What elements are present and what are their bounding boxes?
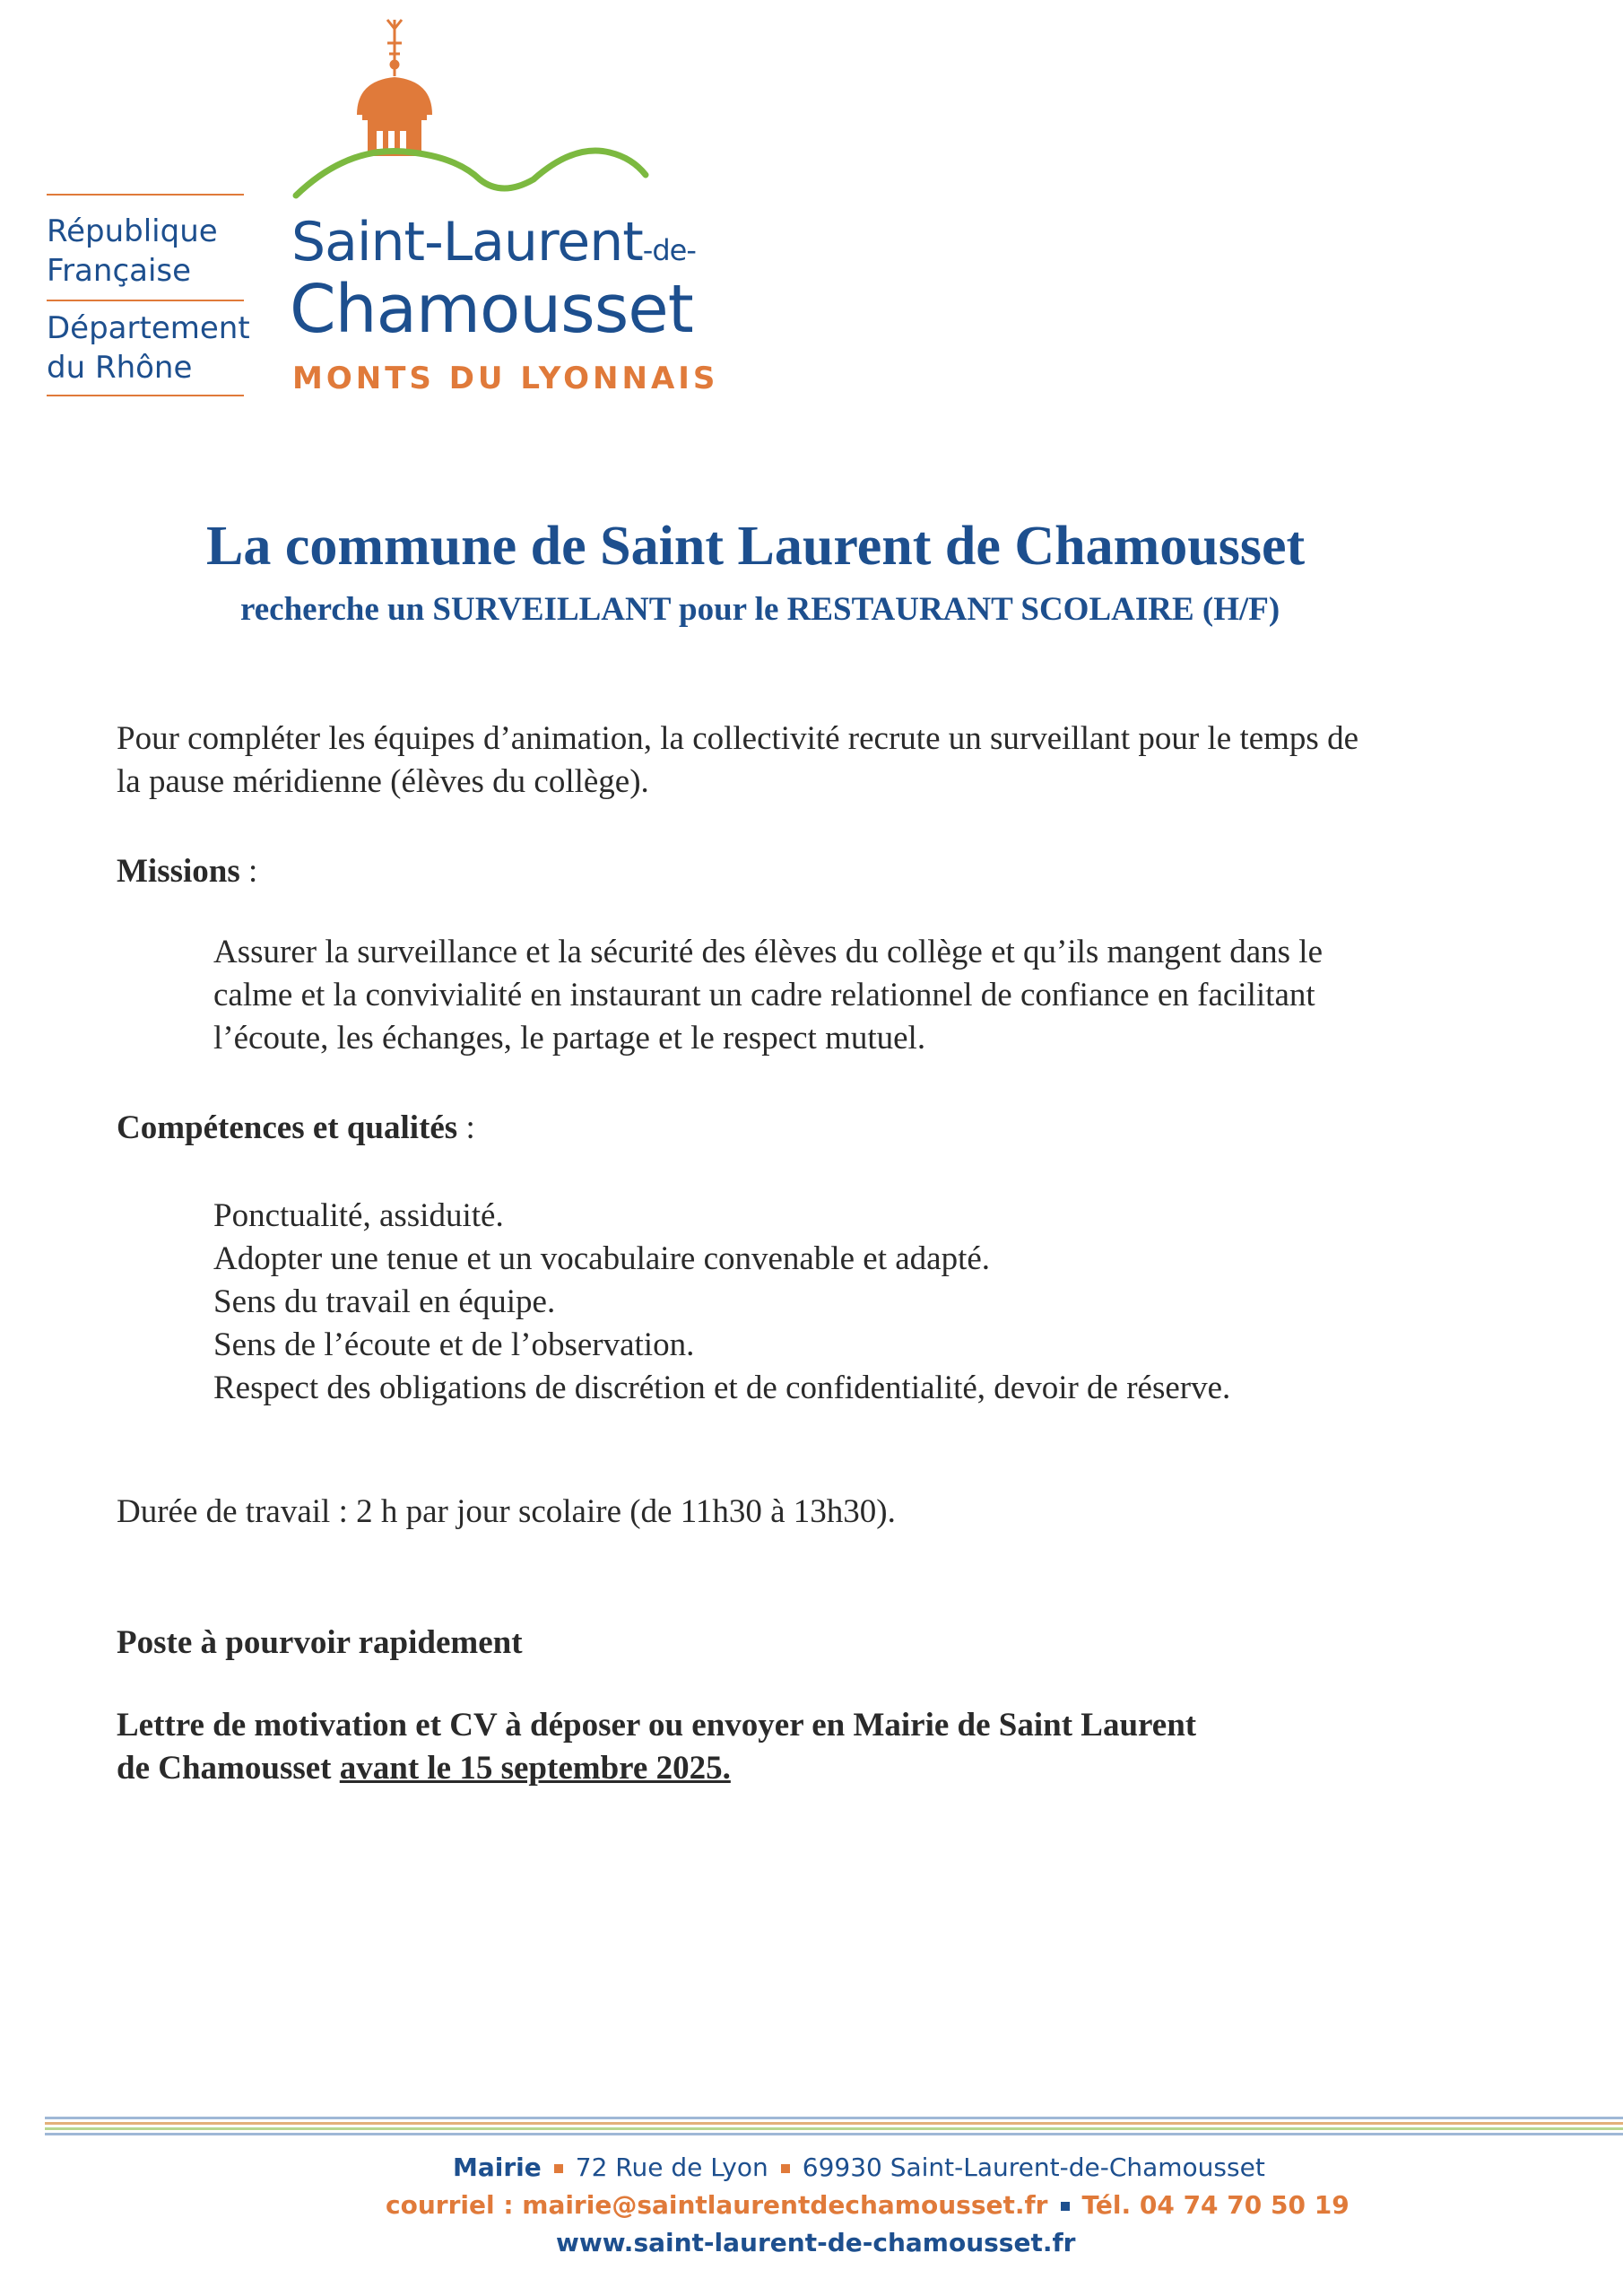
departement-label xyxy=(47,309,250,387)
bullet-icon xyxy=(781,2164,790,2173)
page-title: La commune de Saint Laurent de Chamousset xyxy=(206,516,1306,577)
footer-address xyxy=(453,2152,1265,2182)
logo-name-line1 xyxy=(291,211,696,274)
bullet-icon xyxy=(554,2164,563,2173)
intro-line1: Pour compléter les équipes d’animation, la collectivité recrute un surveillant pour le temps de xyxy=(117,720,1359,757)
skills-heading-text: Compétences et qualités xyxy=(117,1109,458,1146)
logo-name-main: Saint-Laurent xyxy=(291,211,643,274)
footer-phone: Tél. 04 74 70 50 19 xyxy=(1081,2190,1350,2220)
footer-rule-4 xyxy=(45,2133,1623,2135)
footer-city: 69930 Saint-Laurent-de-Chamousset xyxy=(802,2152,1265,2182)
departement-line1: Département xyxy=(47,310,250,346)
footer-mairie: Mairie xyxy=(453,2152,542,2182)
republique-label xyxy=(47,212,218,291)
footer-rule-3 xyxy=(45,2127,1623,2130)
republique-line2: Française xyxy=(47,253,192,289)
missions-heading-colon: : xyxy=(239,853,258,890)
logo-name-line2: Chamousset xyxy=(290,271,693,348)
logo-tagline: MONTS DU LYONNAIS xyxy=(292,361,719,396)
skills-item: Sens du travail en équipe. xyxy=(213,1283,556,1320)
skills-item: Sens de l’écoute et de l’observation. xyxy=(213,1326,695,1363)
missions-heading xyxy=(117,852,257,891)
missions-line3: l’écoute, les échanges, le partage et le respect mutuel. xyxy=(213,1020,926,1057)
departement-line2: du Rhône xyxy=(47,350,193,386)
application-line2 xyxy=(117,1747,1196,1790)
skills-item: Respect des obligations de discrétion et de confidentialité, devoir de réserve. xyxy=(213,1370,1231,1406)
footer-street: 72 Rue de Lyon xyxy=(575,2152,768,2182)
missions-paragraph xyxy=(213,931,1323,1060)
missions-heading-text: Missions xyxy=(117,853,240,890)
header-rule-middle xyxy=(47,300,244,301)
footer-rule-1 xyxy=(45,2117,1623,2119)
header-rule-top xyxy=(47,194,244,196)
footer-email-link[interactable]: mairie@saintlaurentdechamousset.fr xyxy=(522,2190,1048,2220)
logo-name-suffix: -de- xyxy=(642,233,696,267)
footer-website-link[interactable]: www.saint-laurent-de-chamousset.fr xyxy=(556,2228,1076,2257)
skills-item: Adopter une tenue et un vocabulaire convenable et adapté. xyxy=(213,1240,991,1277)
footer-email-label: courriel : xyxy=(386,2190,523,2220)
bullet-icon xyxy=(1061,2202,1070,2211)
page-subtitle: recherche un SURVEILLANT pour le RESTAURANT SCOLAIRE (H/F) xyxy=(240,591,1280,628)
hills-icon xyxy=(296,151,646,196)
town-logo-graphic xyxy=(287,9,681,206)
urgent-notice: Poste à pourvoir rapidement xyxy=(117,1624,523,1661)
missions-line1: Assurer la surveillance et la sécurité des élèves du collège et qu’ils mangent dans le xyxy=(213,934,1323,970)
church-dome-icon xyxy=(357,77,432,156)
weather-vane-icon xyxy=(387,20,402,76)
application-instructions xyxy=(117,1704,1196,1790)
footer-contact xyxy=(386,2190,1350,2220)
intro-paragraph xyxy=(117,718,1358,804)
application-deadline: avant le 15 septembre 2025. xyxy=(339,1750,731,1787)
application-line1: Lettre de motivation et CV à déposer ou envoyer en Mairie de Saint Laurent xyxy=(117,1707,1197,1744)
application-line2-start: de Chamousset xyxy=(117,1750,340,1787)
work-duration: Durée de travail : 2 h par jour scolaire (de 11h30 à 13h30). xyxy=(117,1493,896,1530)
footer-rule-2 xyxy=(45,2122,1623,2125)
skills-heading xyxy=(117,1109,475,1147)
skills-item: Ponctualité, assiduité. xyxy=(213,1197,504,1234)
skills-heading-colon: : xyxy=(457,1109,475,1146)
missions-line2: calme et la convivialité en instaurant un cadre relationnel de confiance en facilitant xyxy=(213,977,1315,1013)
header-rule-bottom xyxy=(47,395,244,396)
skills-list xyxy=(213,1195,1230,1410)
republique-line1: République xyxy=(47,213,218,249)
intro-line2: la pause méridienne (élèves du collège). xyxy=(117,763,649,800)
